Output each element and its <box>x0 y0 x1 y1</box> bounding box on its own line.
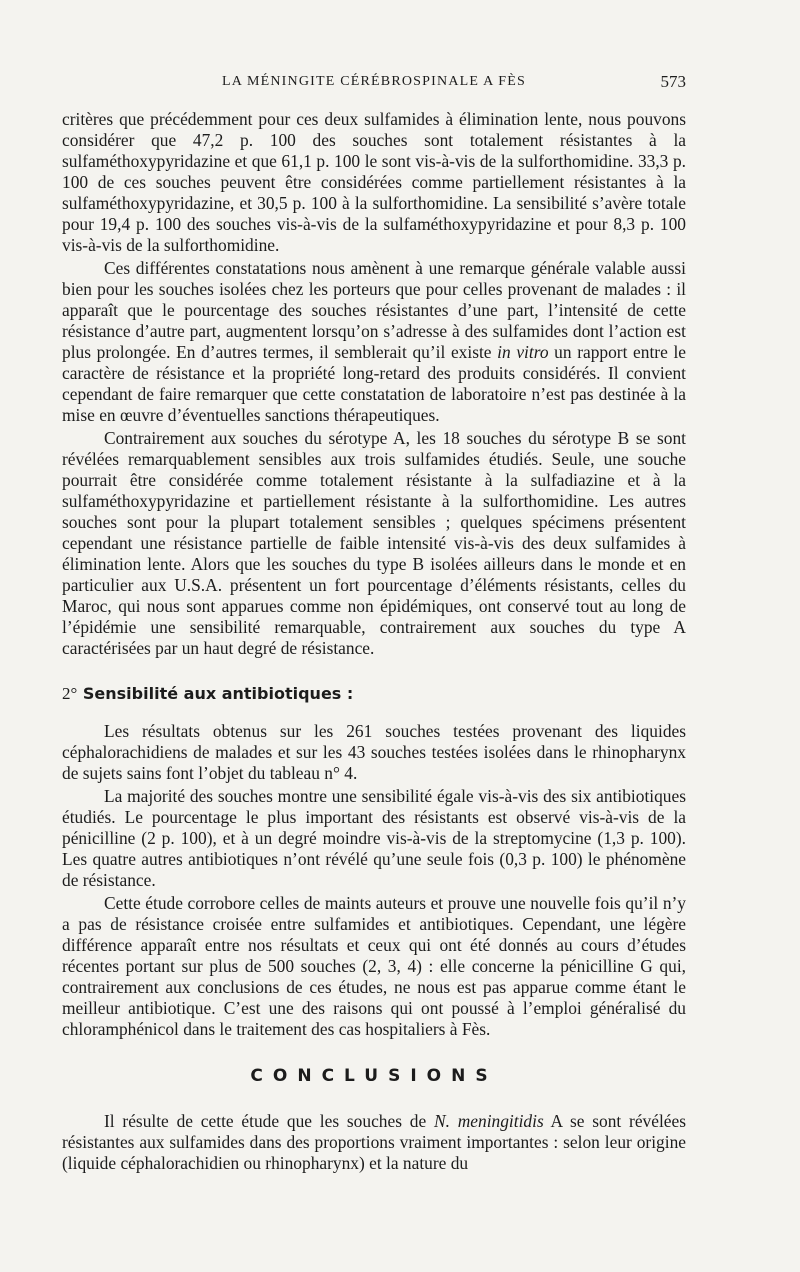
paragraph-2 <box>62 258 686 426</box>
paragraph-4: Les résultats obtenus sur les 261 souches testées provenant des liquides céphalorachidiens de malades et sur les 43 souches testées isolées dans le rhinopharynx de sujets sains font l’objet du tableau n° 4. <box>62 721 686 783</box>
paragraph-6: Cette étude corrobore celles de maints auteurs et prouve une nouvelle fois qu’il n’y a pas de résistance croisée entre sulfamides et antibiotiques. Cependant, une légère différence apparaît entre nos résultats et ceux qui ont été donnés au cours d’études récentes portant sur plus de 500 souches (2, 3, 4) : elle concerne la pénicilline G qui, contrairement aux conclusions de ces études, ne nous est pas apparue comme étant le meilleur antibiotique. C’est une des raisons qui ont poussé à l’emploi généralisé du chloramphénicol dans le traitement des cas hospitaliers à Fès. <box>62 893 686 1039</box>
subsection-number: 2° <box>62 684 78 703</box>
species-name: N. meningitidis <box>433 1111 544 1131</box>
paragraph-3: Contrairement aux souches du sérotype A, les 18 souches du sérotype B se sont révélées remarquablement sensibles aux trois sulfamides étudiés. Seule, une souche pourrait être considérée comme totalement résistante à la sulfadiazine et à la sulfaméthoxypyridazine et partiellement résistante à la sulforthomidine. Les autres souches sont pour la plupart totalement sensibles ; quelques spécimens présentent cependant une résistance partielle de faible intensité vis-à-vis des deux sulfamides à élimination lente. Alors que les souches du type B isolées ailleurs dans le monde et en particulier aux U.S.A. présentent un fort pourcentage d’éléments résistants, celles du Maroc, qui nous sont apparues comme non épidémiques, ont conservé tout au long de l’épidémie une sensibilité remarquable, contrairement aux souches du type A caractérisées par un haut degré de résistance. <box>62 428 686 658</box>
paragraph-1: critères que précédemment pour ces deux sulfamides à élimination lente, nous pouvons considérer que 47,2 p. 100 des souches sont totalement résistantes à la sulfaméthoxypyridazine et que 61,1 p. 100 le sont vis-à-vis de la sulforthomidine. 33,3 p. 100 de ces souches peuvent être considérées comme partiellement résistantes à la sulfaméthoxypyridazine, et 30,5 p. 100 à la sulforthomidine. La sensibilité s’avère totale pour 19,4 p. 100 des souches vis-à-vis de la sulfaméthoxypyridazine et pour 8,3 p. 100 vis-à-vis de la sulforthomidine. <box>62 109 686 255</box>
paragraph-7-start: Il résulte de cette étude que les souches de <box>104 1111 434 1131</box>
running-title: LA MÉNINGITE CÉRÉBROSPINALE A FÈS <box>221 74 527 89</box>
subsection-heading <box>62 683 686 704</box>
paragraph-2-end: un rapport entre le caractère de résistance et la propriété long-retard des produits considérés. Il convient cependant de faire remarquer que cette constatation de laboratoire n’est pas destinée à la mise en œuvre d’éventuelles sanctions thérapeutiques. <box>62 342 686 425</box>
subsection-title: Sensibilité aux antibiotiques : <box>82 684 354 703</box>
paragraph-5: La majorité des souches montre une sensibilité égale vis-à-vis des six antibiotiques étudiés. Le pourcentage le plus important des résistants est observé vis-à-vis de la pénicilline (2 p. 100), et à un degré moindre vis-à-vis de la streptomycine (1,3 p. 100). Les quatre autres antibiotiques n’ont révélé qu’une seule fois (0,3 p. 100) le phénomène de résistance. <box>62 786 686 890</box>
in-vitro-term: in vitro <box>497 342 549 362</box>
page-number: 573 <box>660 72 686 91</box>
body-text <box>62 109 686 1174</box>
conclusions-heading: CONCLUSIONS <box>250 1066 498 1086</box>
paragraph-2-start: Ces différentes constatations nous amènent à une remarque générale valable aussi bien pour les souches isolées chez les porteurs que pour celles provenant de malades : il apparaît que le pourcentage des souches résistantes d’une part, l’intensité de cette résistance d’autre part, augmentent lorsqu’on s’adresse à des sulfamides dont l’action est plus prolongée. En d’autres termes, il semblerait qu’il existe <box>62 258 686 362</box>
paragraph-7 <box>62 1111 686 1174</box>
paragraph-7-end: A se sont révélées résistantes aux sulfamides dans des proportions vraiment importantes : selon leur origine (liquide céphalorachidien ou rhinopharynx) et la nature du <box>62 1111 686 1173</box>
